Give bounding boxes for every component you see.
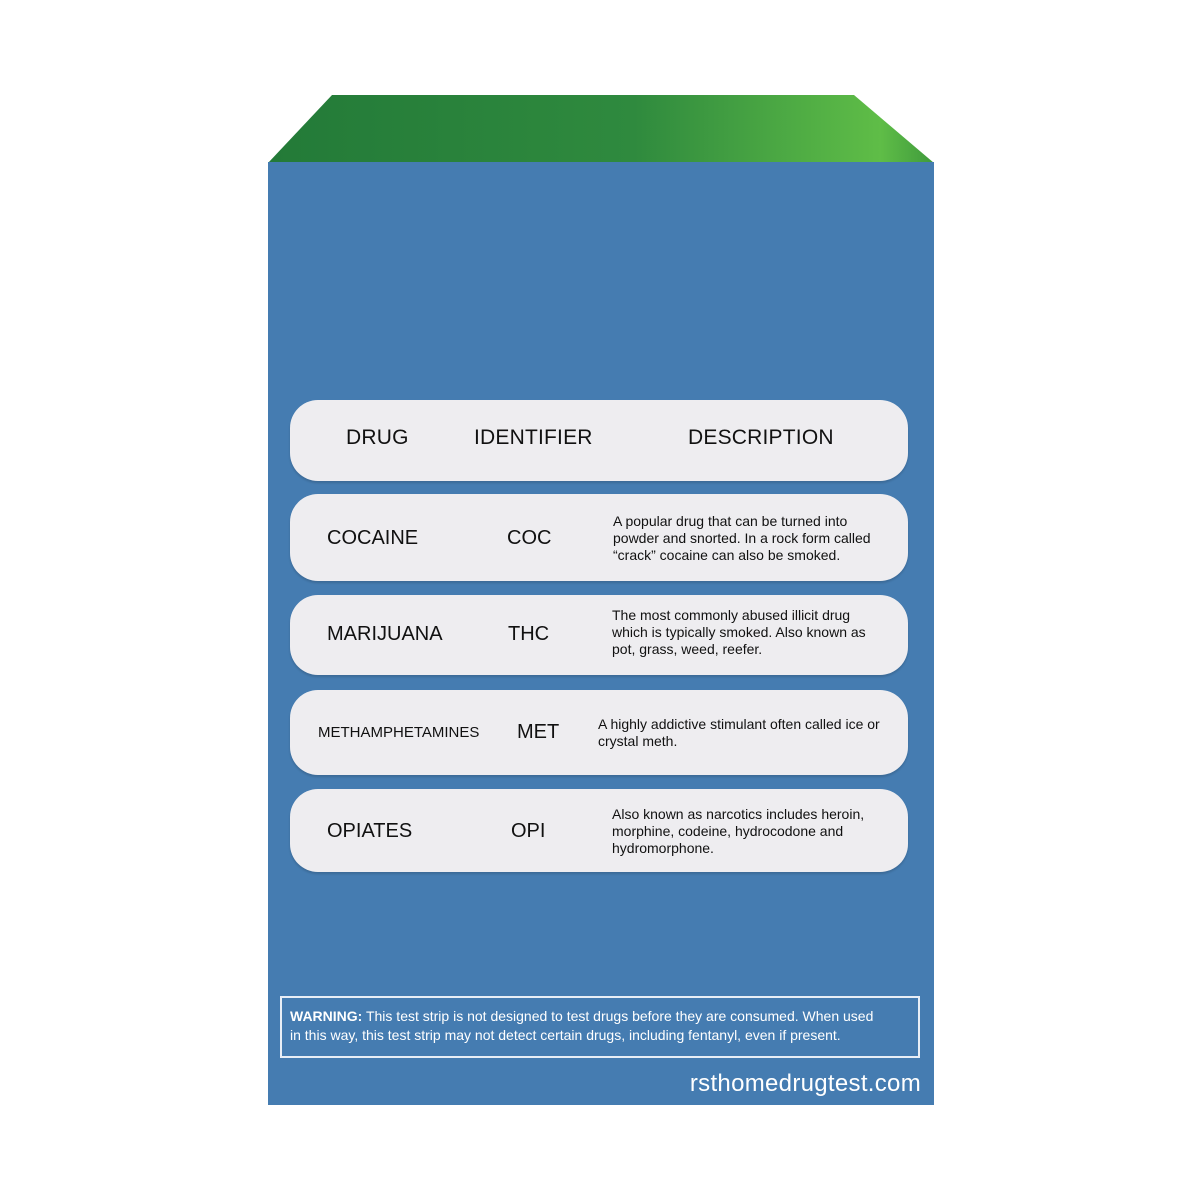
table-row xyxy=(290,494,908,581)
drug-identifier: COC xyxy=(507,527,552,549)
drug-description: A popular drug that can be turned into powder and snorted. In a rock form called “crack” cocaine can also be smoked. xyxy=(613,513,871,563)
drug-name: COCAINE xyxy=(327,527,419,549)
box-front-panel xyxy=(268,162,934,1105)
warning-label: WARNING: xyxy=(290,1008,363,1024)
table-row xyxy=(290,789,908,872)
warning-line-2: in this way, this test strip may not detect certain drugs, including fentanyl, even if present. xyxy=(290,1027,841,1043)
drug-name: OPIATES xyxy=(327,820,413,842)
drug-name: MARIJUANA xyxy=(327,623,443,645)
table-row xyxy=(290,690,908,775)
table-row xyxy=(290,595,908,675)
drug-identifier: MET xyxy=(517,721,560,743)
website-url: rsthomedrugtest.com xyxy=(689,1070,921,1097)
drug-name: METHAMPHETAMINES xyxy=(318,724,480,741)
drug-identifier: THC xyxy=(508,623,550,645)
header-drug: DRUG xyxy=(346,426,409,449)
table-header xyxy=(290,400,908,481)
warning-line-1: WARNING: This test strip is not designed to test drugs before they are consumed. When used xyxy=(290,1008,874,1024)
warning-notice xyxy=(280,996,920,1058)
drug-description: The most commonly abused illicit drug which is typically smoked. Also known as pot, grass, weed, reefer. xyxy=(612,607,866,657)
header-description: DESCRIPTION xyxy=(688,426,834,449)
drug-identifier: OPI xyxy=(511,820,546,842)
header-identifier: IDENTIFIER xyxy=(474,426,593,449)
drug-description: A highly addictive stimulant often called ice or crystal meth. xyxy=(598,716,880,749)
drug-description: Also known as narcotics includes heroin, morphine, codeine, hydrocodone and hydromorphone. xyxy=(612,806,865,856)
box-top-lid xyxy=(268,95,934,163)
